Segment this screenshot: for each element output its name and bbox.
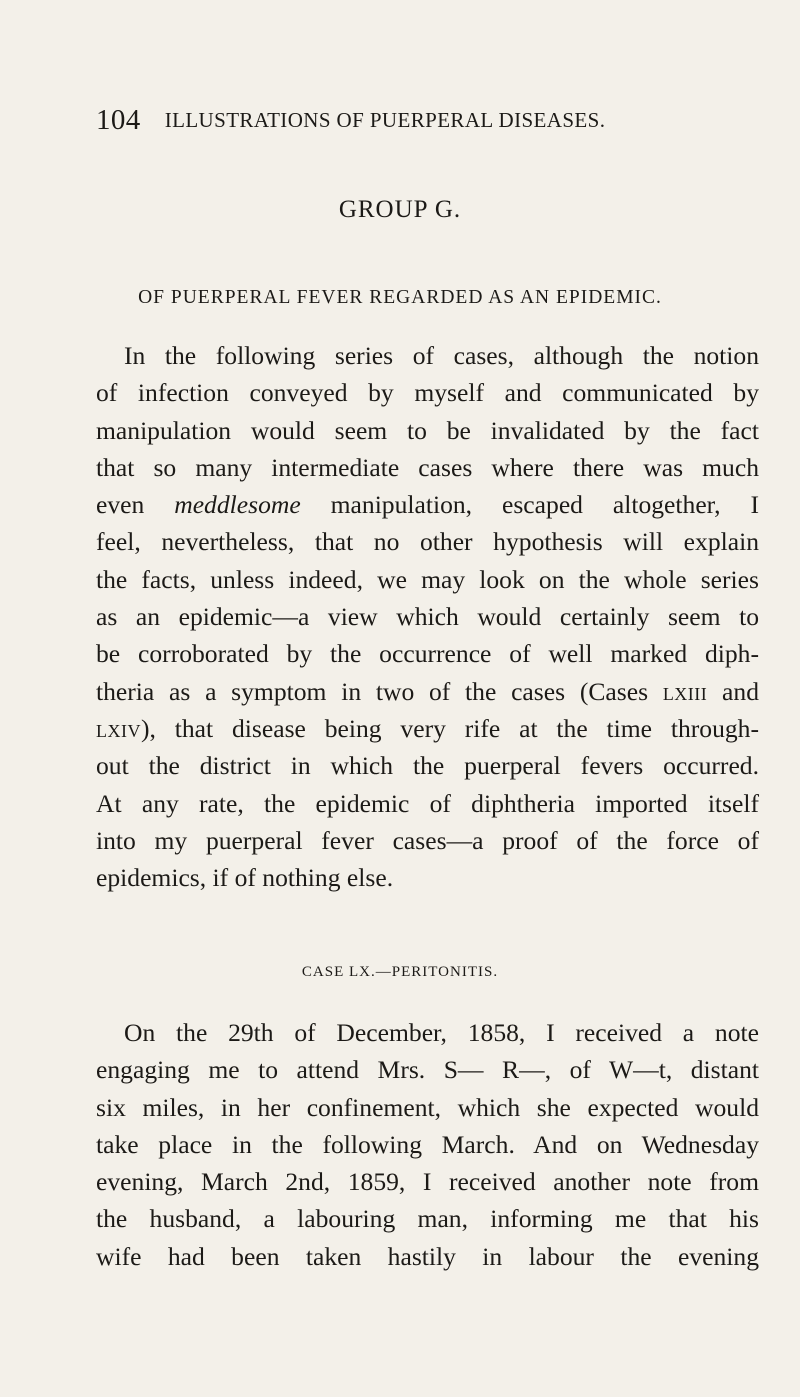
text-line: the facts, unless indeed, we may look on the whole series — [96, 564, 759, 594]
text-line: as an epidemic—a view which would certainly seem to — [96, 602, 759, 632]
text-line: evening, March 2nd, 1859, I received another note from — [96, 1167, 759, 1197]
text-segment: even — [96, 490, 175, 520]
text-line: On the 29th of December, 1858, I received a note — [124, 1018, 759, 1047]
group-subtitle: OF PUERPERAL FEVER REGARDED AS AN EPIDEMIC. — [138, 287, 662, 308]
text-line — [96, 710, 759, 747]
text-line: epidemics, if of nothing else. — [96, 863, 394, 893]
text-line: out the district in which the puerperal fevers occurred. — [96, 751, 759, 781]
text-line: engaging me to attend Mrs. S— R—, of W—t, distant — [96, 1055, 759, 1085]
text-line: of infection conveyed by myself and communicated by — [96, 378, 759, 408]
text-line: that so many intermediate cases where there was much — [96, 452, 759, 482]
text-line — [96, 486, 759, 523]
paragraph-case-lx — [96, 1014, 759, 1275]
page-number: 104 — [96, 104, 141, 136]
text-line — [96, 673, 759, 710]
text-line: six miles, in her confinement, which she expected would — [96, 1092, 759, 1122]
text-line: At any rate, the epidemic of diphtheria imported itself — [96, 788, 759, 818]
text-line: wife had been taken hastily in labour the evening — [96, 1241, 759, 1271]
paragraph-epidemic — [96, 337, 759, 896]
text-line: into my puerperal fever cases—a proof of the force of — [96, 825, 759, 855]
text-line: manipulation would seem to be invalidated by the fact — [96, 415, 759, 445]
case-heading: CASE LX.—PERITONITIS. — [301, 964, 499, 980]
text-line: In the following series of cases, although the notion — [124, 341, 759, 370]
running-head — [96, 104, 656, 137]
case-number-smallcaps: lxiii — [662, 676, 708, 706]
text-segment: and — [707, 676, 759, 706]
text-line: be corroborated by the occurrence of well marked diph- — [96, 639, 759, 669]
case-number-smallcaps: lxiv — [96, 713, 141, 743]
text-segment: ), that disease being very rife at the time through- — [141, 713, 759, 743]
running-head-title: ILLUSTRATIONS OF PUERPERAL DISEASES. — [164, 108, 606, 132]
text-line: take place in the following March. And on Wednesday — [96, 1129, 759, 1159]
text-segment: theria as a symptom in two of the cases (Cases — [96, 676, 663, 706]
italic-word: meddlesome — [174, 490, 301, 520]
text-segment: manipulation, escaped altogether, I — [300, 490, 759, 520]
text-line: the husband, a labouring man, informing me that his — [96, 1204, 759, 1234]
group-title: GROUP G. — [338, 196, 462, 223]
text-line: feel, nevertheless, that no other hypothesis will explain — [96, 527, 759, 557]
